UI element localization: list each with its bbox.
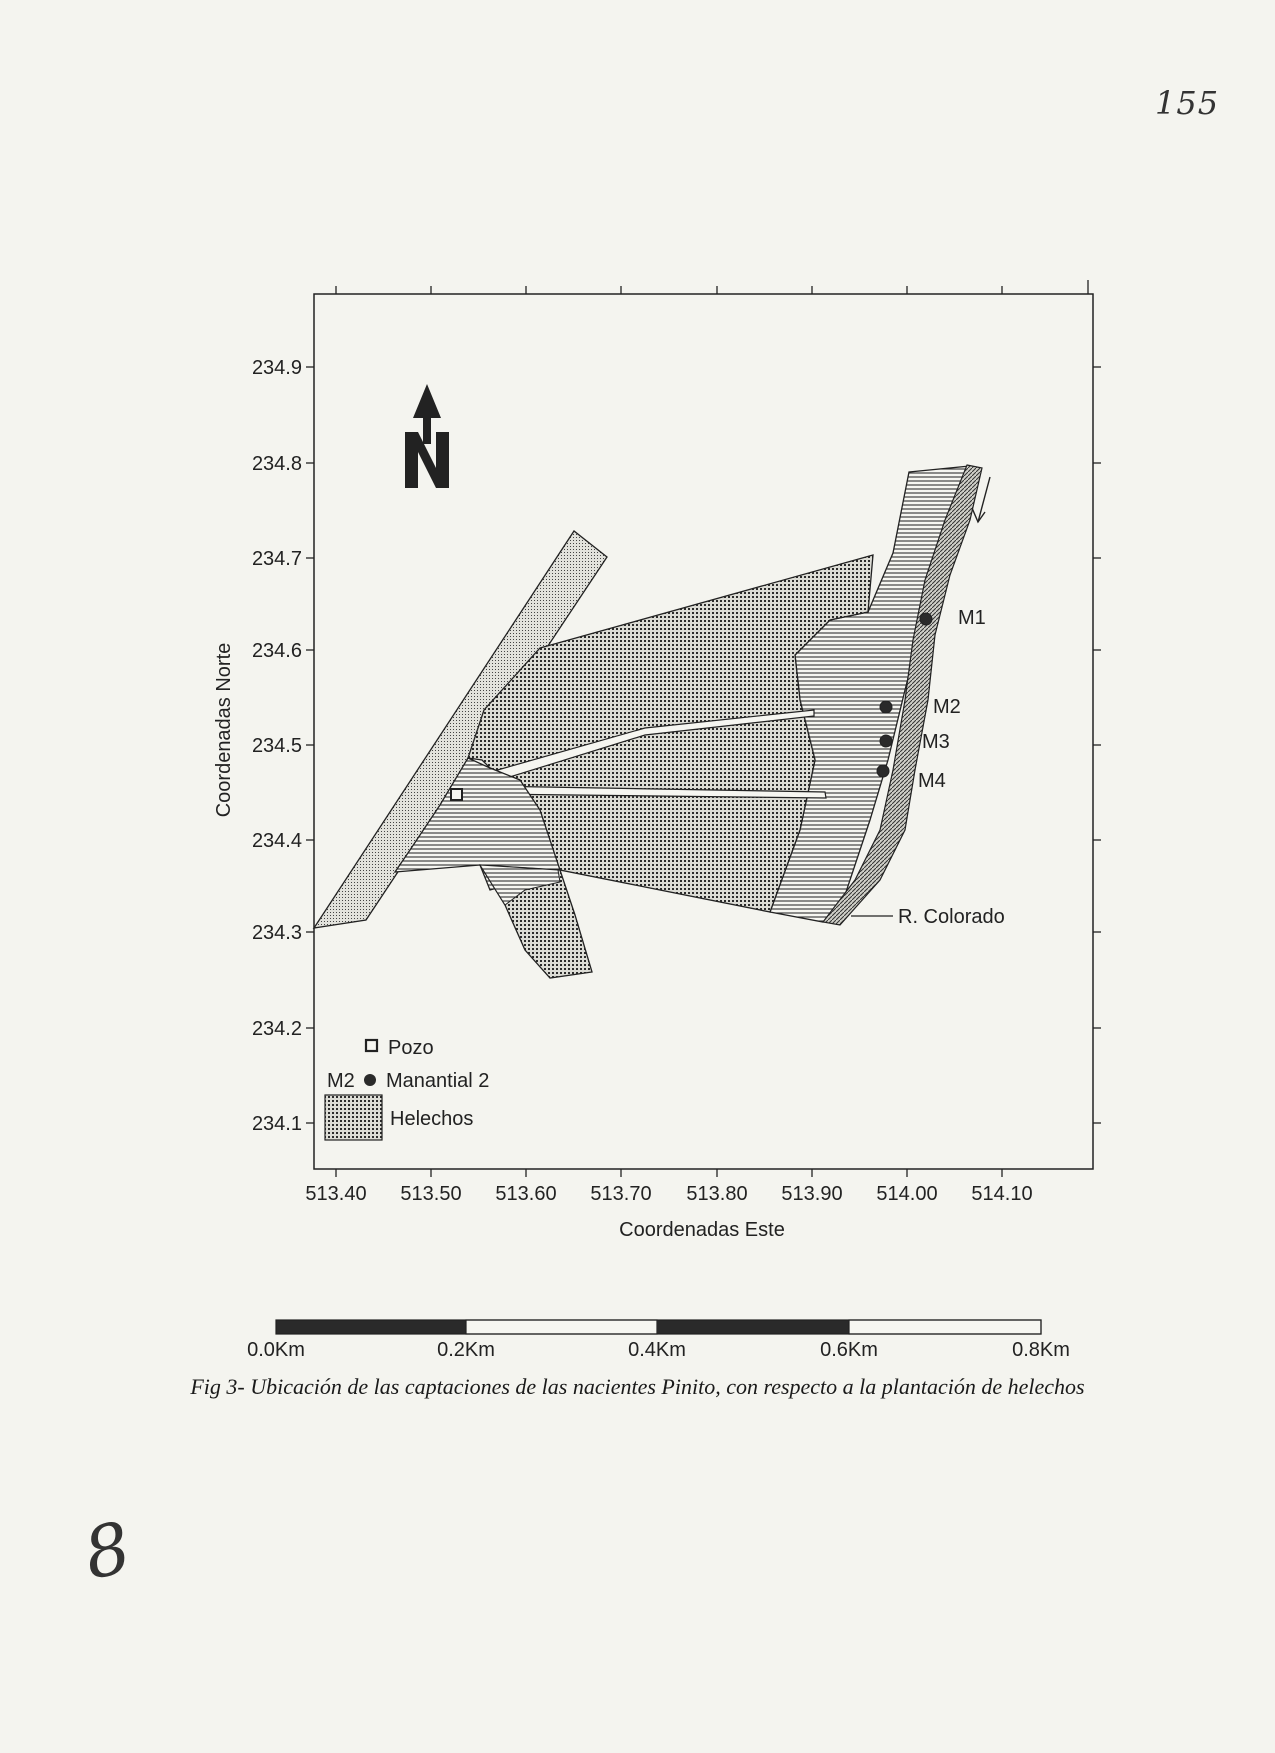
legend bbox=[325, 1037, 489, 1140]
pozo-marker bbox=[451, 789, 462, 800]
x-tick-label: 514.10 bbox=[971, 1183, 1033, 1205]
y-tick-label: 234.6 bbox=[251, 640, 302, 662]
river-label: R. Colorado bbox=[898, 906, 1005, 928]
handwritten-mark: 8 bbox=[76, 1506, 138, 1596]
spring-m4-marker bbox=[877, 765, 889, 777]
y-tick-label: 234.9 bbox=[251, 357, 302, 379]
legend-helechos-label: Helechos bbox=[390, 1108, 474, 1130]
spring-m2-marker bbox=[880, 701, 892, 713]
x-tick-label: 514.00 bbox=[876, 1183, 938, 1205]
spring-m1-marker bbox=[920, 613, 932, 625]
legend-pozo-icon bbox=[366, 1040, 377, 1051]
spring-m1-label: M1 bbox=[958, 607, 986, 629]
spring-m4-label: M4 bbox=[918, 770, 946, 792]
scale-label: 0.8Km bbox=[1012, 1339, 1070, 1361]
y-tick-label: 234.3 bbox=[251, 922, 302, 944]
x-axis-label: Coordenadas Este bbox=[619, 1219, 785, 1241]
x-tick-label: 513.60 bbox=[495, 1183, 557, 1205]
spring-m3-marker bbox=[880, 735, 892, 747]
spring-m2-label: M2 bbox=[933, 696, 961, 718]
y-tick-label: 234.5 bbox=[251, 735, 302, 757]
north-arrow bbox=[405, 384, 471, 488]
x-tick-label: 513.90 bbox=[781, 1183, 843, 1205]
page-number: 155 bbox=[1155, 84, 1220, 122]
x-tick-label: 513.80 bbox=[686, 1183, 748, 1205]
scale-label: 0.6Km bbox=[820, 1339, 878, 1361]
legend-helechos-swatch bbox=[325, 1095, 382, 1140]
figure-caption: Fig 3- Ubicación de las captaciones de las nacientes Pinito, con respecto a la plantación de helechos bbox=[190, 1374, 1085, 1399]
x-tick-label: 513.40 bbox=[305, 1183, 367, 1205]
y-tick-label: 234.7 bbox=[251, 548, 302, 570]
x-tick-label: 513.70 bbox=[590, 1183, 652, 1205]
scale-label: 0.0Km bbox=[247, 1339, 305, 1361]
scale-label: 0.4Km bbox=[628, 1339, 686, 1361]
y-tick-label: 234.8 bbox=[251, 453, 302, 475]
spring-m3-label: M3 bbox=[922, 731, 950, 753]
x-tick-label: 513.50 bbox=[400, 1183, 462, 1205]
legend-manantial-label: Manantial 2 bbox=[386, 1070, 490, 1092]
legend-manantial-prefix: M2 bbox=[327, 1070, 355, 1092]
legend-pozo-label: Pozo bbox=[388, 1037, 434, 1059]
y-tick-label: 234.1 bbox=[251, 1113, 302, 1135]
y-axis-label: Coordenadas Norte bbox=[213, 642, 235, 818]
scale-label: 0.2Km bbox=[437, 1339, 495, 1361]
scale-bar bbox=[276, 1320, 1041, 1334]
y-tick-label: 234.4 bbox=[251, 830, 302, 852]
y-tick-label: 234.2 bbox=[251, 1018, 302, 1040]
legend-manantial-icon bbox=[364, 1074, 376, 1086]
